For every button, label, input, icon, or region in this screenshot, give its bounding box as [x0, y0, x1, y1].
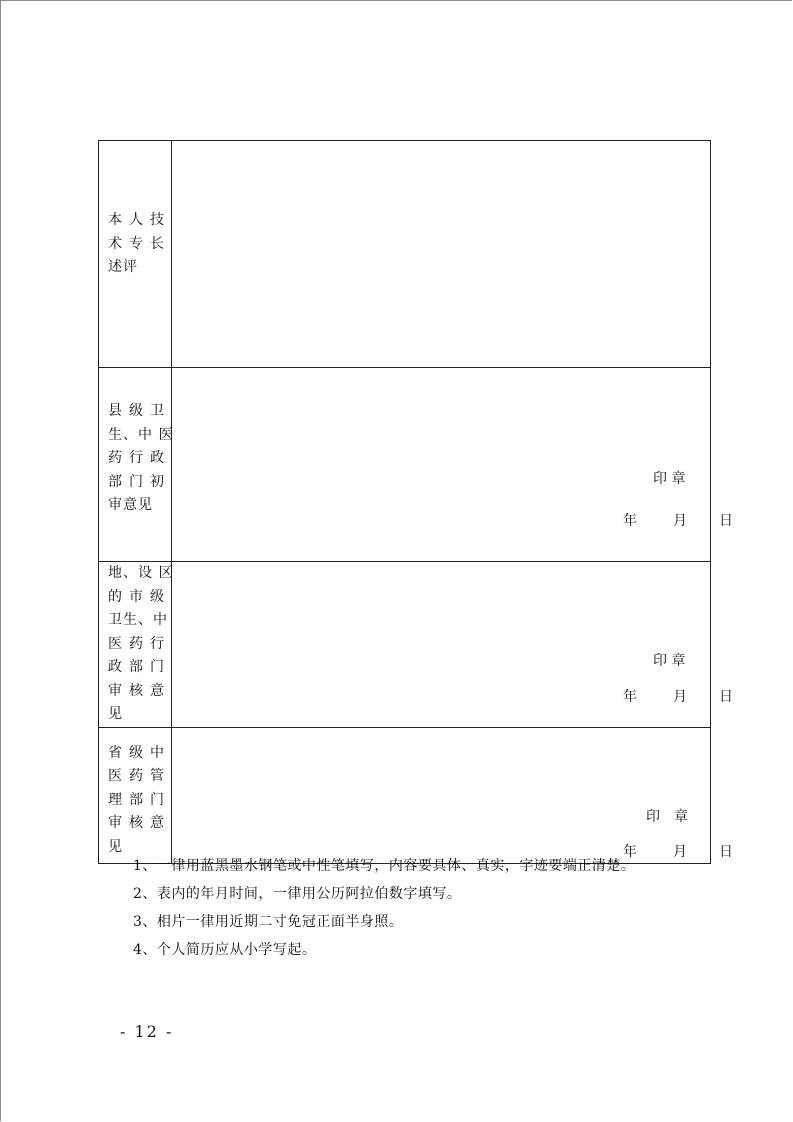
- year-label: 年: [623, 513, 637, 529]
- label-line: 生、中 医: [108, 426, 174, 443]
- content-field-province-review[interactable]: [172, 727, 733, 863]
- label-line: 审意见: [108, 497, 153, 513]
- label-line: 省 级 中: [108, 744, 165, 761]
- form-row-county-review: [99, 368, 711, 562]
- year-label: 年: [623, 843, 637, 860]
- seal-label: 印 章: [653, 653, 686, 669]
- label-line: 理 部 门: [108, 791, 165, 808]
- label-line: 医 药 行: [108, 635, 165, 652]
- label-line: 政 部 门: [108, 659, 165, 675]
- label-line: 地、设 区: [108, 565, 174, 581]
- row-label-city-review: [99, 562, 172, 728]
- seal-label: 印 章: [653, 471, 686, 487]
- day-label: 日: [719, 689, 733, 705]
- label-line: 药 行 政: [108, 450, 165, 466]
- page-number: - 12 -: [120, 1022, 174, 1041]
- row-label-province-review: [99, 727, 172, 863]
- note-item: 1、一律用蓝黑墨水钢笔或中性笔填写，内容要具体、真实，字迹要端正清楚。: [133, 858, 636, 874]
- label-line: 审 核 意: [108, 815, 165, 831]
- month-label: 月: [673, 513, 687, 529]
- label-line: 本 人 技: [108, 212, 165, 228]
- form-notes: [133, 852, 635, 964]
- day-label: 日: [719, 843, 733, 860]
- label-line: 医 药 管: [108, 768, 165, 784]
- form-row-province-review: [99, 727, 711, 863]
- seal-label: 印 章: [646, 808, 688, 825]
- form-row-skills: [99, 141, 711, 368]
- note-item: 3、相片一律用近期二寸免冠正面半身照。: [133, 914, 404, 930]
- day-label: 日: [719, 513, 733, 529]
- content-field-county-review[interactable]: [172, 368, 733, 562]
- month-label: 月: [673, 689, 687, 705]
- label-line: 部 门 初: [108, 473, 165, 490]
- label-line: 的 市 级: [108, 588, 165, 605]
- year-label: 年: [623, 689, 637, 705]
- content-field-skills[interactable]: [172, 141, 711, 368]
- row-label-skills: [99, 141, 172, 368]
- content-field-city-review[interactable]: [172, 562, 733, 728]
- label-line: 见: [108, 838, 123, 855]
- note-item: 4、个人简历应从小学写起。: [133, 942, 317, 958]
- form-row-city-review: [99, 562, 711, 728]
- label-line: 县 级 卫: [108, 403, 165, 419]
- label-line: 术 专 长: [108, 235, 165, 252]
- row-label-county-review: [99, 368, 172, 562]
- label-line: 见: [108, 706, 123, 722]
- review-form-table: [98, 140, 733, 864]
- label-line: 卫生、中: [108, 612, 168, 628]
- label-line: 述评: [108, 259, 138, 275]
- month-label: 月: [673, 843, 687, 860]
- note-item: 2、表内的年月时间，一律用公历阿拉伯数字填写。: [133, 886, 462, 902]
- label-line: 审 核 意: [108, 682, 165, 699]
